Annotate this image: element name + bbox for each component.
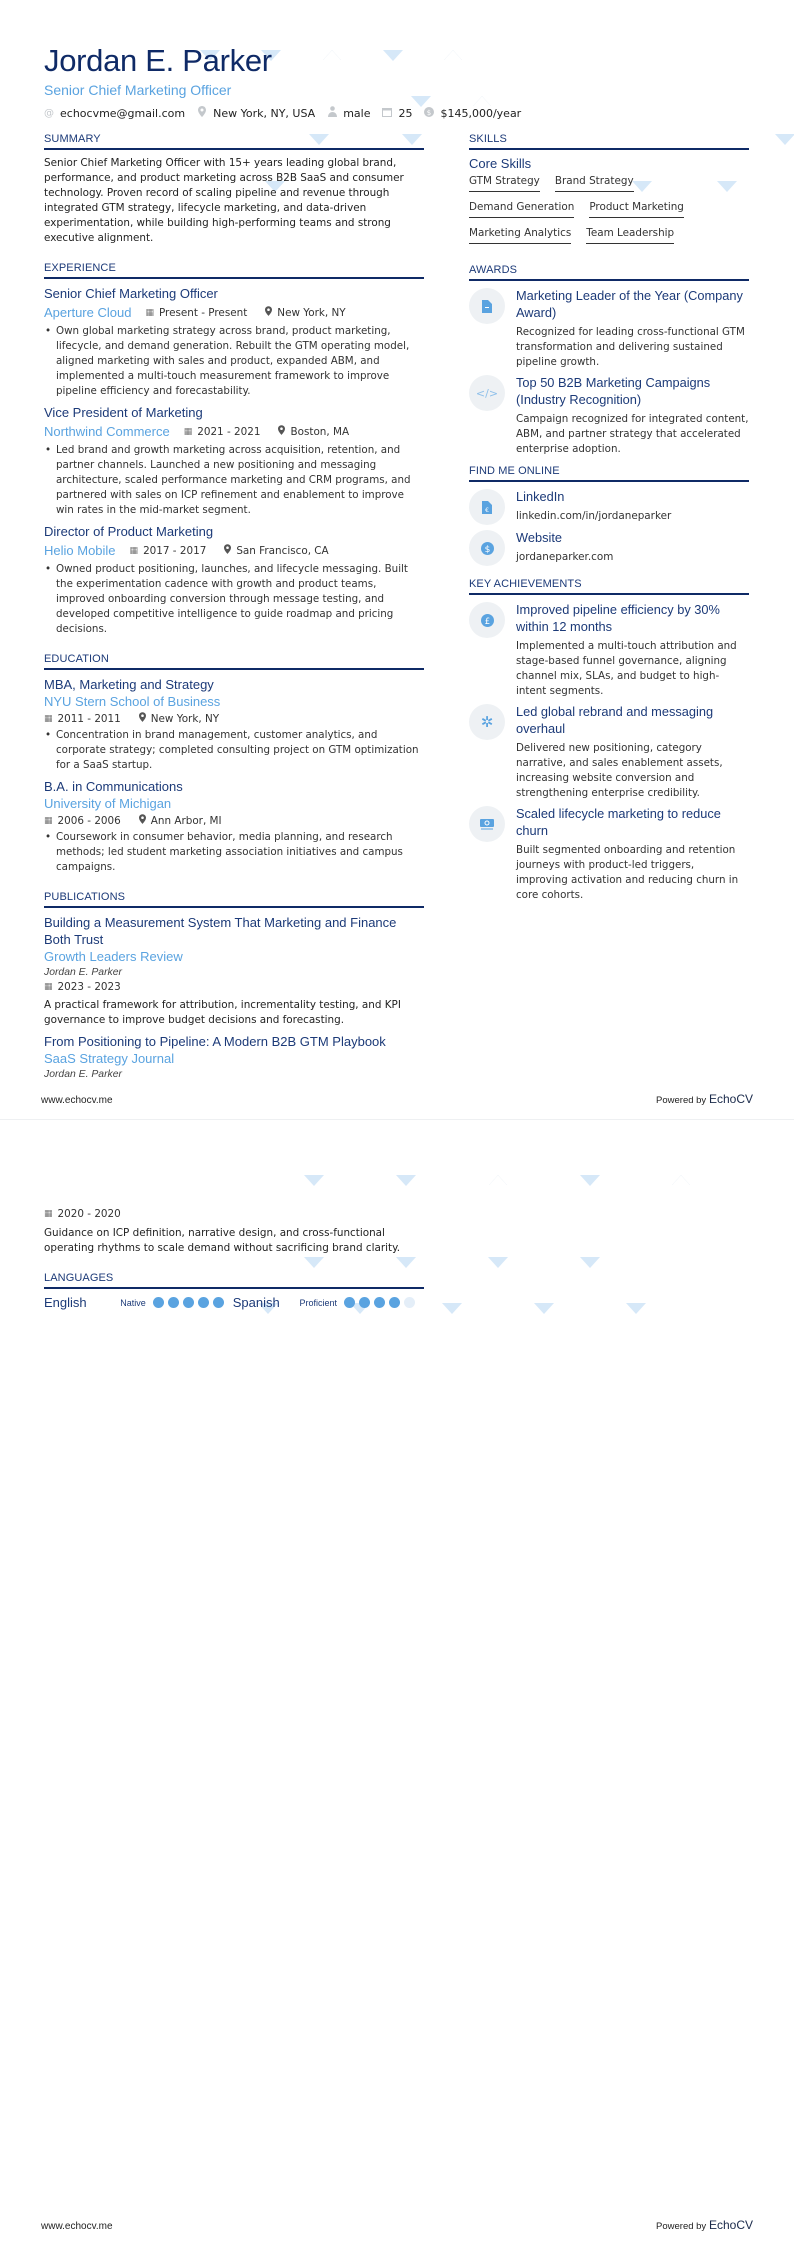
experience-section — [44, 262, 424, 637]
online-link-url[interactable]: jordaneparker.com — [516, 551, 614, 563]
job-role: Senior Chief Marketing Officer — [44, 286, 218, 301]
award-title: Top 50 B2B Marketing Campaigns (Industry Recognition) — [516, 375, 711, 407]
experience-item — [44, 523, 424, 637]
calendar-icon: ▦ — [44, 713, 53, 724]
school-name: University of Michigan — [44, 796, 172, 811]
svg-text:$: $ — [427, 108, 432, 117]
candidate-name: Jordan E. Parker — [44, 43, 272, 78]
left-column-continued — [44, 1208, 424, 1310]
calendar-icon: ▦ — [129, 545, 139, 556]
map-marker-icon — [224, 544, 231, 557]
publication-publisher: Growth Leaders Review — [44, 949, 183, 964]
contact-bar — [44, 106, 521, 120]
decorative-triangle — [304, 1175, 324, 1186]
decorative-triangle — [626, 1303, 646, 1314]
file-euro-icon — [469, 489, 505, 525]
publication-author: Jordan E. Parker — [44, 1069, 122, 1080]
degree: B.A. in Communications — [44, 779, 183, 794]
skill-tag: GTM Strategy — [469, 175, 540, 192]
rating-dot-filled — [198, 1297, 209, 1308]
publication-author: Jordan E. Parker — [44, 967, 122, 978]
publication-dates: 2023 - 2023 — [57, 981, 121, 993]
job-dates: 2021 - 2021 — [197, 425, 261, 438]
publication-description: Guidance on ICP definition, narrative design, and cross-functional operating rhythms to scale demand without sacrificing brand clarity. — [44, 1227, 401, 1254]
section-heading: SUMMARY — [44, 133, 424, 150]
job-dates: 2017 - 2017 — [143, 544, 207, 557]
resume-page-2 — [0, 1120, 794, 2246]
contact-age-text: 25 — [398, 106, 413, 120]
job-dates: Present - Present — [158, 306, 248, 319]
achievement-description: Built segmented onboarding and retention journeys with product-led triggers, improving activation and reducing churn in core cohorts. — [516, 844, 739, 901]
job-bullet: • Own global marketing strategy across brand, product marketing, lifecycle, and demand generation. Rebuilt the GTM operating model, aligned marketing with sales and product, expanded ABM, and implemented a multi-touch measurement framework to improve pipeline efficiency and forecastability. — [44, 324, 424, 399]
dollar-circle-icon — [469, 530, 505, 566]
section-heading: FIND ME ONLINE — [469, 465, 749, 482]
education-location: New York, NY — [150, 712, 220, 725]
language-level: Native — [120, 1297, 146, 1308]
dollar-icon — [424, 107, 434, 120]
job-location: Boston, MA — [290, 425, 350, 438]
section-heading: EDUCATION — [44, 653, 424, 670]
section-heading: AWARDS — [469, 264, 749, 281]
section-heading: LANGUAGES — [44, 1272, 424, 1289]
skill-tag: Product Marketing — [589, 201, 684, 218]
skill-tag: Brand Strategy — [555, 175, 634, 192]
award-title: Marketing Leader of the Year (Company Award) — [516, 288, 743, 320]
award-description: Campaign recognized for integrated content, ABM, and partner strategy that accelerated enterprise adoption. — [516, 413, 749, 455]
publication-item — [44, 1033, 424, 1082]
education-location: Ann Arbor, MI — [150, 814, 222, 827]
online-link-label: LinkedIn — [516, 489, 565, 504]
education-bullet: • Coursework in consumer behavior, media planning, and research methods; led student marketing association initiatives and campus campaigns. — [44, 830, 424, 875]
languages-section — [44, 1272, 424, 1310]
job-bullet: • Owned product positioning, launches, and lifecycle messaging. Built the experimentation cadence with growth and product teams, improved onboarding conversion through message testing, and developed competitive intelligence to guide roadmap and pricing decisions. — [44, 562, 424, 637]
decorative-triangle — [442, 1303, 462, 1314]
job-role: Vice President of Marketing — [44, 405, 203, 420]
map-marker-icon — [197, 106, 207, 120]
online-link-url[interactable]: linkedin.com/in/jordaneparker — [516, 510, 672, 522]
publications-section — [44, 891, 424, 1082]
award-item — [469, 287, 749, 370]
page-footer — [41, 2218, 753, 2232]
degree: MBA, Marketing and Strategy — [44, 677, 214, 692]
powered-by: Powered by EchoCV — [656, 1092, 753, 1106]
euro-circle-icon — [469, 602, 505, 638]
education-dates: 2011 - 2011 — [57, 712, 121, 725]
company-name: Aperture Cloud — [44, 305, 132, 320]
publication-description: A practical framework for attribution, incrementality testing, and KPI governance to improve budget decisions and forecasting. — [44, 999, 401, 1026]
calendar-icon — [382, 107, 392, 120]
online-link-item[interactable] — [469, 529, 749, 566]
rating-dot-filled — [183, 1297, 194, 1308]
achievement-description: Delivered new positioning, category narrative, and sales enablement assets, increasing website conversion and strengthening enterprise credibility. — [516, 742, 723, 799]
skill-tag: Demand Generation — [469, 201, 574, 218]
language-rating — [344, 1297, 415, 1308]
achievement-title: Scaled lifecycle marketing to reduce churn — [516, 806, 721, 838]
brand-logo: EchoCV — [708, 2218, 753, 2232]
svg-text:€: € — [485, 506, 489, 514]
resume-page-1 — [0, 0, 794, 1120]
online-link-label: Website — [516, 530, 562, 545]
education-item — [44, 676, 424, 773]
award-description: Recognized for leading cross-functional GTM transformation and delivering sustained pipeline growth. — [516, 326, 745, 368]
achievement-item — [469, 805, 749, 903]
online-link-item[interactable] — [469, 488, 749, 525]
page-footer — [41, 1092, 753, 1106]
education-item — [44, 778, 424, 875]
skill-group-title: Core Skills — [469, 156, 532, 171]
language-name: English — [44, 1295, 87, 1310]
map-marker-icon — [278, 425, 285, 438]
at-icon: @ — [44, 107, 54, 119]
school-name: NYU Stern School of Business — [44, 694, 221, 709]
left-column — [44, 133, 424, 1082]
job-location: San Francisco, CA — [236, 544, 329, 557]
contact-email[interactable] — [44, 107, 185, 120]
rating-dot-filled — [213, 1297, 224, 1308]
svg-text:£: £ — [484, 616, 490, 627]
svg-text:$: $ — [484, 544, 490, 555]
skill-tag: Marketing Analytics — [469, 227, 571, 244]
achievement-item — [469, 601, 749, 699]
language-name: Spanish — [232, 1295, 280, 1310]
brand-logo: EchoCV — [708, 1092, 753, 1106]
money-bill-icon — [469, 806, 505, 842]
achievement-item — [469, 703, 749, 801]
publication-item — [44, 914, 424, 1028]
skill-tag: Team Leadership — [586, 227, 674, 244]
language-rating — [153, 1297, 224, 1308]
resume-header — [44, 43, 521, 120]
contact-gender — [327, 106, 370, 120]
experience-item — [44, 285, 424, 399]
user-icon — [327, 106, 337, 120]
summary-text: Senior Chief Marketing Officer with 15+ years leading global brand, performance, and product marketing across B2B SaaS and consumer technology. Proven record of scaling pipeline and revenue through integrated GTM strategy, lifecycle marketing, and data-driven experimentation, while building high-performing teams and strong executive alignment. — [44, 157, 404, 244]
calendar-icon: ▦ — [44, 982, 53, 992]
contact-location-text: New York, NY, USA — [213, 106, 316, 120]
map-marker-icon — [139, 712, 146, 725]
job-role: Director of Product Marketing — [44, 524, 214, 539]
contact-email-text: echocvme@gmail.com — [60, 106, 186, 120]
map-marker-icon — [265, 306, 272, 319]
decorative-triangle — [488, 1175, 508, 1186]
section-heading: EXPERIENCE — [44, 262, 424, 279]
publication-title: Building a Measurement System That Marketing and Finance Both Trust — [44, 915, 397, 947]
rating-dot-filled — [168, 1297, 179, 1308]
decorative-triangle — [775, 134, 794, 145]
calendar-icon: ▦ — [183, 426, 193, 437]
company-name: Northwind Commerce — [44, 424, 170, 439]
education-bullet: • Concentration in brand management, customer analytics, and corporate strategy; completed consulting project on GTM optimization for a SaaS startup. — [44, 728, 424, 773]
section-heading: PUBLICATIONS — [44, 891, 424, 908]
contact-location — [197, 106, 315, 120]
job-bullet: • Led brand and growth marketing across acquisition, retention, and partner channels. Launched a new positioning and messaging architecture, scaled performance marketing and CRM programs, and partnered with sales on ICP refinement and enablement to improve win rates in the mid-market segment. — [44, 443, 424, 518]
publication-item-continued — [44, 1208, 424, 1256]
rating-dot-filled — [374, 1297, 385, 1308]
publication-title: From Positioning to Pipeline: A Modern B2B GTM Playbook — [44, 1034, 386, 1049]
experience-item — [44, 404, 424, 518]
decorative-triangle — [580, 1257, 600, 1268]
award-item — [469, 374, 749, 457]
footer-url[interactable]: www.echocv.me — [41, 2221, 113, 2232]
skills-section — [469, 133, 749, 244]
achievement-title: Led global rebrand and messaging overhaul — [516, 704, 714, 736]
decorative-triangle — [534, 1303, 554, 1314]
publication-publisher: SaaS Strategy Journal — [44, 1051, 175, 1066]
contact-salary — [424, 107, 521, 120]
decorative-triangle — [580, 1175, 600, 1186]
right-column — [469, 133, 749, 907]
awards-section — [469, 264, 749, 457]
contact-salary-text: $145,000/year — [440, 106, 522, 120]
map-marker-icon — [139, 814, 146, 827]
skill-list — [469, 175, 749, 244]
powered-by: Powered by EchoCV — [656, 2218, 753, 2232]
magic-icon: ✲ — [469, 704, 505, 740]
decorative-triangle — [671, 1175, 691, 1186]
document-icon — [469, 288, 505, 324]
education-section — [44, 653, 424, 875]
decorative-triangle — [488, 1257, 508, 1268]
summary-section — [44, 133, 424, 246]
decorative-triangle — [396, 1175, 416, 1186]
calendar-icon: ▦ — [44, 815, 53, 826]
section-heading: KEY ACHIEVEMENTS — [469, 578, 749, 595]
footer-url[interactable]: www.echocv.me — [41, 1095, 113, 1106]
achievement-title: Improved pipeline efficiency by 30% within 12 months — [516, 602, 720, 634]
job-location: New York, NY — [277, 306, 346, 319]
contact-gender-text: male — [343, 106, 371, 120]
contact-age — [382, 107, 412, 120]
code-icon: </> — [469, 375, 505, 411]
rating-dot-empty — [404, 1297, 415, 1308]
calendar-icon: ▦ — [145, 307, 154, 318]
calendar-icon: ▦ — [44, 1209, 53, 1219]
education-dates: 2006 - 2006 — [57, 814, 121, 827]
rating-dot-filled — [389, 1297, 400, 1308]
achievements-section — [469, 578, 749, 903]
section-heading: SKILLS — [469, 133, 749, 150]
candidate-title: Senior Chief Marketing Officer — [44, 82, 232, 98]
language-level: Proficient — [299, 1297, 337, 1308]
rating-dot-filled — [344, 1297, 355, 1308]
publication-dates: 2020 - 2020 — [57, 1208, 121, 1220]
achievement-description: Implemented a multi-touch attribution and stage-based funnel governance, aligning channel mix, SLAs, and budget to high-intent segments. — [516, 640, 737, 697]
rating-dot-filled — [153, 1297, 164, 1308]
online-section — [469, 465, 749, 566]
rating-dot-filled — [359, 1297, 370, 1308]
company-name: Helio Mobile — [44, 543, 116, 558]
language-list — [44, 1295, 424, 1310]
